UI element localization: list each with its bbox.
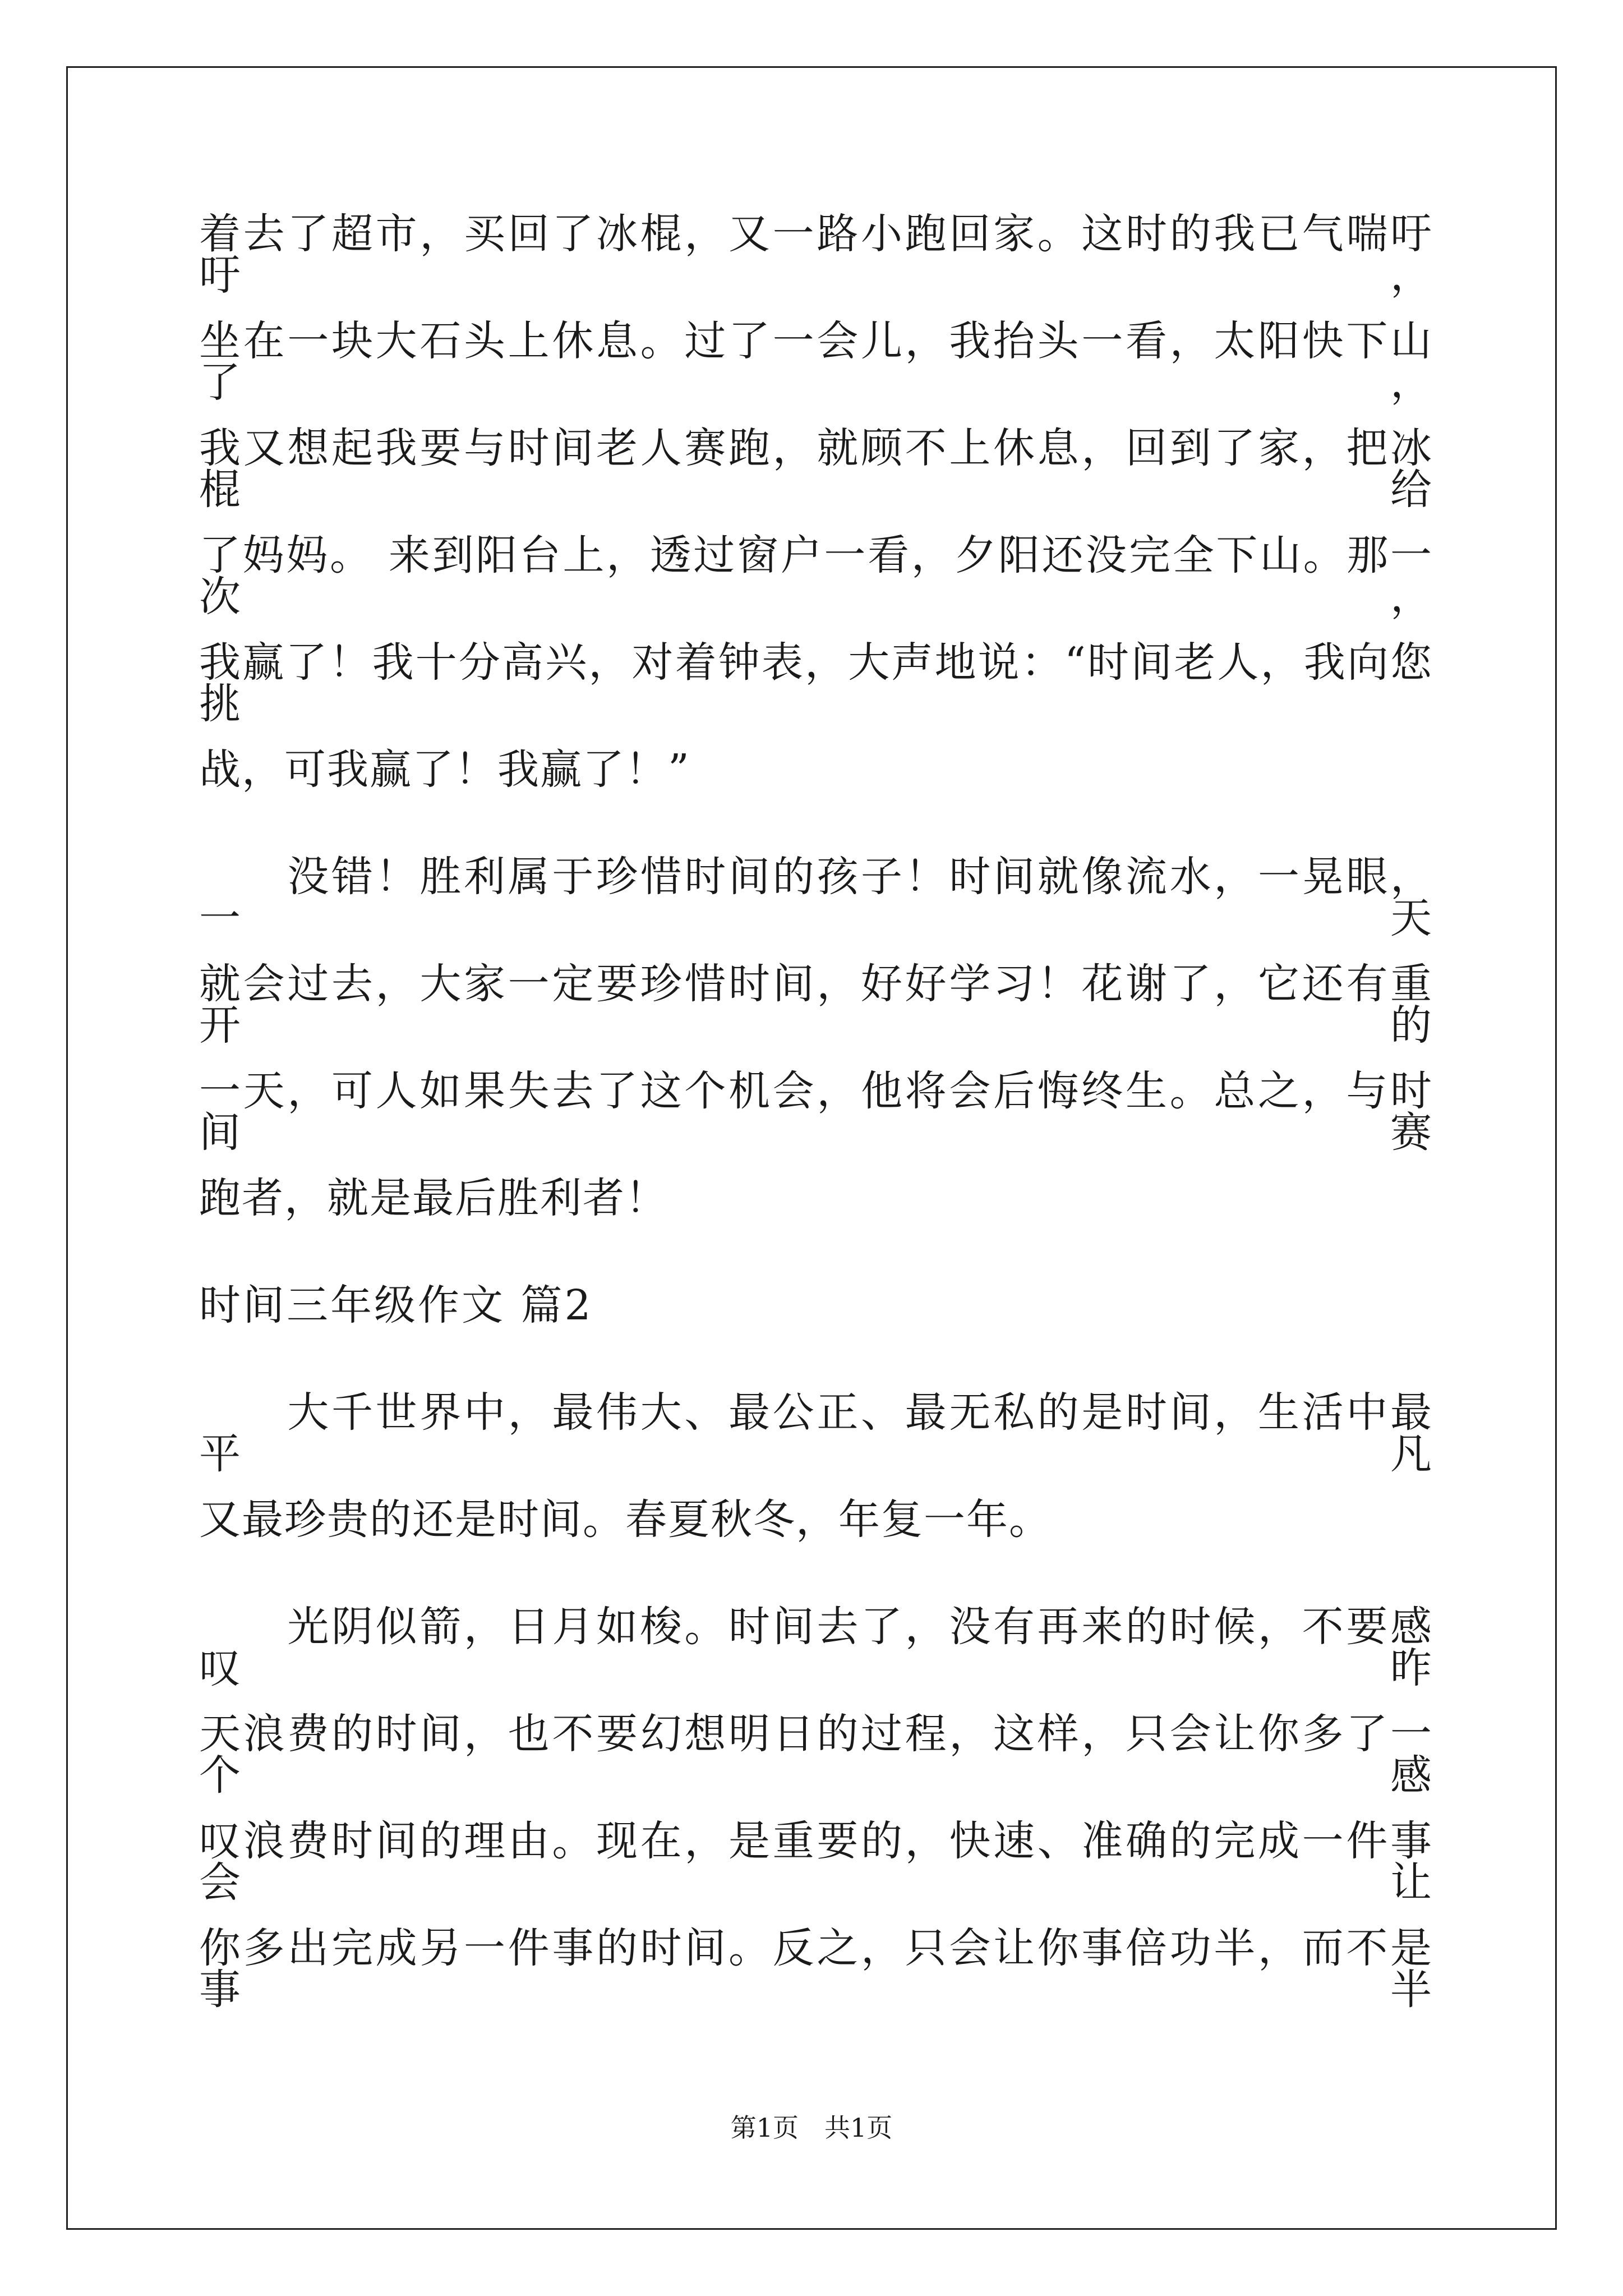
text-line: 叹浪费时间的理由。现在，是重要的，快速、准确的完成一件事会让 <box>199 1817 1433 1907</box>
text-line: 我赢了！我十分高兴，对着钟表，大声地说：“时间老人，我向您挑 <box>199 638 1433 728</box>
text-line: 我又想起我要与时间老人赛跑，就顾不上休息，回到了家，把冰棍给 <box>199 424 1433 514</box>
text-line: 你多出完成另一件事的时间。反之，只会让你事倍功半，而不是事半 <box>199 1924 1433 2014</box>
text-line: 就会过去，大家一定要珍惜时间，好好学习！花谢了，它还有重开的 <box>199 960 1433 1050</box>
text-line: 一天，可人如果失去了这个机会，他将会后悔终生。总之，与时间赛 <box>199 1067 1433 1157</box>
text-line: 大千世界中，最伟大、最公正、最无私的是时间，生活中最平凡 <box>199 1388 1433 1478</box>
section-heading: 时间三年级作文 篇2 <box>199 1281 593 1329</box>
text-line: 了妈妈。 来到阳台上，透过窗户一看，夕阳还没完全下山。那一次， <box>199 531 1433 621</box>
text-line: 光阴似箭，日月如梭。时间去了，没有再来的时候，不要感叹昨 <box>199 1603 1433 1692</box>
document-body <box>199 210 1433 2035</box>
text-line: 没错！胜利属于珍惜时间的孩子！时间就像流水，一晃眼，一天 <box>199 853 1433 942</box>
text-line: 天浪费的时间，也不要幻想明日的过程，这样，只会让你多了一个感 <box>199 1710 1433 1800</box>
text-line: 战，可我赢了！我赢了！” <box>199 746 690 794</box>
text-line: 着去了超市，买回了冰棍，又一路小跑回家。这时的我已气喘吁吁， <box>199 210 1433 300</box>
text-line: 坐在一块大石头上休息。过了一会儿，我抬头一看，太阳快下山了， <box>199 317 1433 407</box>
text-line: 又最珍贵的还是时间。春夏秋冬，年复一年。 <box>199 1496 1052 1544</box>
page-footer: 第1页 共1页 <box>730 2113 893 2143</box>
text-line: 跑者，就是最后胜利者！ <box>199 1174 668 1222</box>
